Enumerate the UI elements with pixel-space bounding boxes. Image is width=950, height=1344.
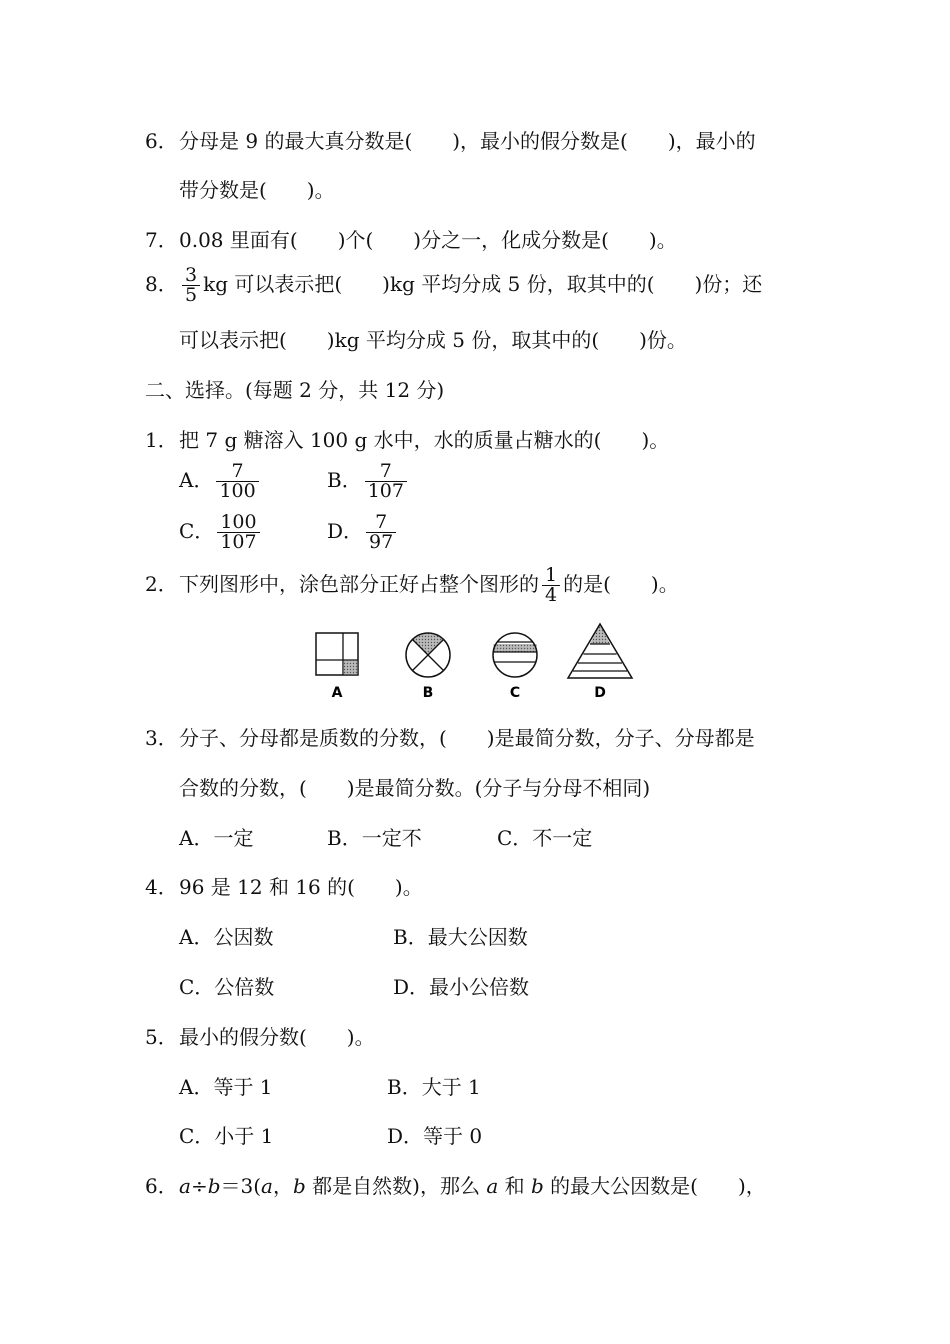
option-a[interactable] <box>179 462 262 501</box>
question-number: 5． <box>145 1025 178 1049</box>
denominator: 107 <box>217 532 259 552</box>
numerator: 1 <box>545 564 558 586</box>
option-d[interactable]: D．最小公倍数 <box>393 975 530 999</box>
text: 和 <box>498 1174 531 1198</box>
question-text: 96 是 12 和 16 的( )。 <box>179 875 423 899</box>
question-number: 6． <box>145 129 178 153</box>
question-number: 7． <box>145 228 178 252</box>
fill-q6-line2: 带分数是( )。 <box>179 178 335 202</box>
option-c[interactable]: C．公倍数 <box>179 975 275 999</box>
option-c[interactable] <box>179 513 263 552</box>
question-number: 4． <box>145 875 178 899</box>
choice-q6 <box>145 1173 766 1199</box>
denominator: 100 <box>216 481 258 501</box>
figure-b-circle[interactable] <box>406 633 450 677</box>
choice-q3-line1 <box>145 725 755 751</box>
question-text: 最小的假分数( )。 <box>179 1025 375 1049</box>
question-text: 0.08 里面有( )个( )分之一，化成分数是( )。 <box>179 228 677 252</box>
numerator: 3 <box>185 264 198 286</box>
fill-q8-line2: 可以表示把( )kg 平均分成 5 份，取其中的( )份。 <box>179 328 687 352</box>
denominator: 4 <box>542 585 560 605</box>
operator: ÷ <box>190 1174 208 1198</box>
question-text: kg 可以表示把( )kg 平均分成 5 份，取其中的( )份；还 <box>203 272 763 296</box>
option-c[interactable]: C．不一定 <box>497 826 593 850</box>
question-text: 的是( )。 <box>563 572 679 596</box>
question-text: 下列图形中，涂色部分正好占整个图形的 <box>179 572 539 596</box>
question-number: 3． <box>145 726 178 750</box>
denominator: 107 <box>365 481 407 501</box>
figure-d-triangle[interactable] <box>568 624 632 678</box>
choice-q4 <box>145 874 423 900</box>
figure-label-a: A <box>331 685 343 701</box>
fill-q6-line1 <box>145 128 756 154</box>
numerator: 7 <box>375 511 388 533</box>
option-d[interactable] <box>327 513 399 552</box>
var-a: a <box>179 1174 191 1198</box>
question-number: 6． <box>145 1174 178 1198</box>
section-title: 二、选择。(每题 2 分，共 12 分) <box>145 378 445 402</box>
question-text: 分子、分母都是质数的分数，( )是最简分数，分子、分母都是 <box>179 726 755 750</box>
fraction <box>182 266 200 305</box>
option-b[interactable]: B．一定不 <box>327 826 422 850</box>
numerator: 7 <box>379 460 392 482</box>
fraction <box>542 566 560 605</box>
option-b[interactable]: B．大于 1 <box>387 1075 481 1099</box>
question-number: 8． <box>145 272 178 296</box>
question-number: 2． <box>145 572 178 596</box>
figure-c-circle[interactable] <box>493 633 537 677</box>
fraction <box>365 462 407 501</box>
option-label: D． <box>327 519 364 543</box>
fill-q7 <box>145 227 677 253</box>
figure-label-d: D <box>594 685 606 701</box>
text: ， <box>272 1174 293 1198</box>
option-c[interactable]: C．小于 1 <box>179 1124 274 1148</box>
question-text: 分母是 9 的最大真分数是( )，最小的假分数是( )，最小的 <box>179 129 756 153</box>
option-a[interactable]: A．公因数 <box>179 925 274 949</box>
var-b: b <box>530 1174 544 1198</box>
option-d[interactable]: D．等于 0 <box>387 1124 483 1148</box>
denominator: 5 <box>182 285 200 305</box>
option-label: A． <box>179 468 214 492</box>
question-number: 1． <box>145 428 178 452</box>
fraction <box>216 462 258 501</box>
choice-q5 <box>145 1024 375 1050</box>
option-label: C． <box>179 519 215 543</box>
text: 都是自然数)，那么 <box>305 1174 487 1198</box>
question-text: 把 7 g 糖溶入 100 g 水中，水的质量占糖水的( )。 <box>179 428 670 452</box>
var-a: a <box>261 1174 273 1198</box>
choice-q2 <box>145 566 679 605</box>
numerator: 7 <box>231 460 244 482</box>
var-b: b <box>292 1174 306 1198</box>
fraction <box>217 513 259 552</box>
figure-label-c: C <box>509 685 521 701</box>
choice-q3-line2: 合数的分数，( )是最简分数。(分子与分母不相同) <box>179 776 651 800</box>
denominator: 97 <box>366 532 396 552</box>
figure-a-square[interactable] <box>316 633 358 675</box>
option-label: B． <box>327 468 362 492</box>
figure-options <box>310 620 640 706</box>
var-a: a <box>486 1174 499 1198</box>
option-a[interactable]: A．等于 1 <box>179 1075 273 1099</box>
choice-q1 <box>145 427 669 453</box>
text: 的最大公因数是( )， <box>543 1174 766 1198</box>
figure-label-b: B <box>422 685 434 701</box>
text: ＝3( <box>220 1174 262 1198</box>
var-b: b <box>207 1174 221 1198</box>
numerator: 100 <box>220 511 257 533</box>
fill-q8-line1 <box>145 266 762 305</box>
option-b[interactable]: B．最大公因数 <box>393 925 528 949</box>
option-a[interactable]: A．一定 <box>179 826 254 850</box>
shapes-figure <box>310 620 640 706</box>
option-b[interactable] <box>327 462 410 501</box>
fraction <box>366 513 396 552</box>
